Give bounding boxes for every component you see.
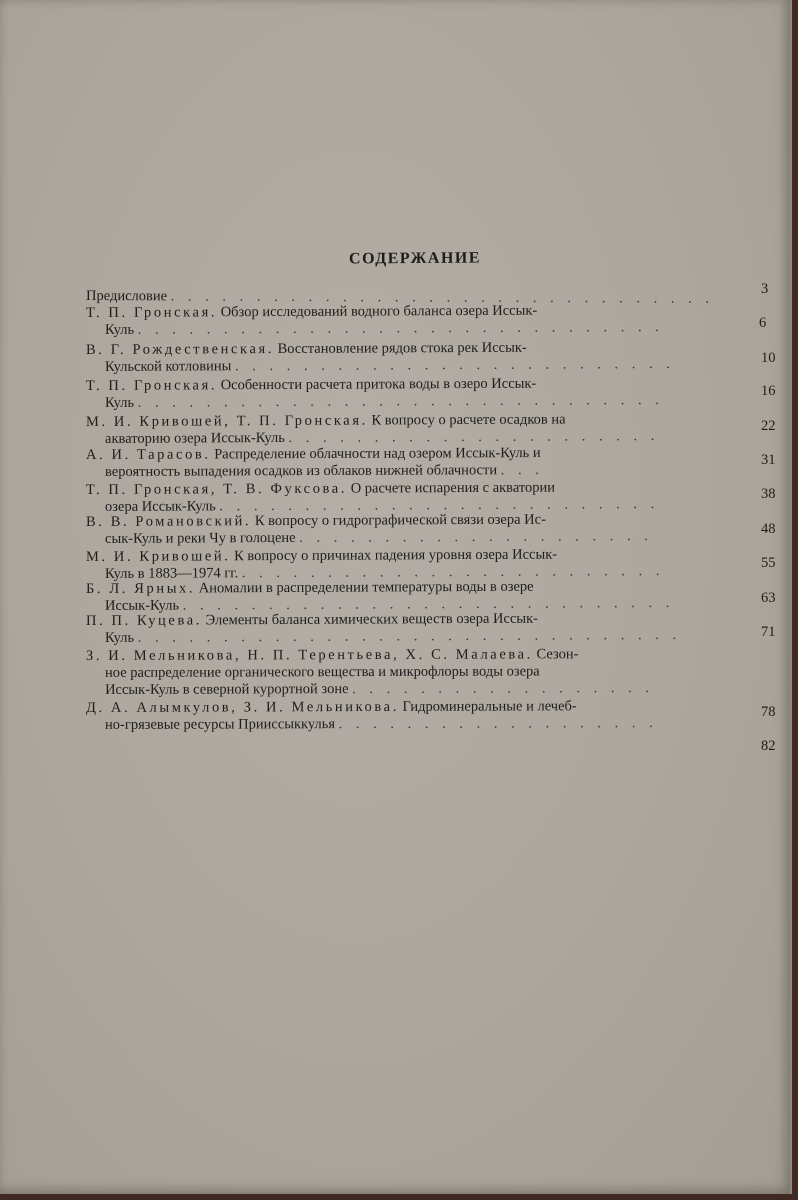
toc-entry-title: К вопросу о гидрографической связи озера Ис- [254, 511, 546, 530]
toc-entry-title: Куль [104, 321, 135, 339]
toc-entry-author: Т. П. Гронская. [85, 377, 218, 395]
toc-entry-author: З. И. Мельникова, Н. П. Терентьева, Х. С. Малаева. [85, 646, 533, 665]
toc-entry-line [86, 319, 696, 339]
toc-entry [86, 411, 696, 449]
toc-entry-page-number: 3 [761, 281, 769, 297]
toc-entry-page-number: 10 [761, 350, 776, 366]
toc-entry-leader-dots: . . . . . . . . . . . . . . . . . . . . . . [288, 428, 660, 447]
toc-entry-title: Кульской котловины [104, 358, 232, 376]
toc-entry-title: сык-Куль и реки Чу в голоцене [104, 530, 296, 548]
toc-entry-line [86, 356, 696, 376]
toc-entry-line [86, 392, 696, 412]
toc-entry-title: Обзор исследований водного баланса озера Иссык- [220, 302, 538, 321]
toc-entry-page-number: 63 [761, 590, 776, 606]
toc-entry-leader-dots: . . . . . . . . . . . . . . . . . . . . . . . . . . . . . . . [137, 319, 664, 338]
toc-entry-line [86, 698, 696, 717]
toc-entry [86, 302, 696, 340]
toc-entry-title: Распределение облачности над озером Иссык-Куль и [214, 445, 541, 463]
toc-entry-title: акваторию озера Иссык-Куль [104, 430, 285, 448]
toc-entry-title: Куль в 1883—1974 гг. [104, 565, 239, 583]
toc-entry-title: Восстановление рядов стока рек Иссык- [277, 339, 527, 357]
toc-entry-title: К вопросу о расчете осадков на [371, 411, 566, 429]
toc-entry-title: Куль [104, 629, 135, 647]
toc-entry-leader-dots: . . . [500, 462, 544, 479]
toc-entry-page-number: 31 [761, 452, 776, 468]
toc-entry-author: В. В. Романовский. [85, 513, 252, 530]
toc-entry-author: В. Г. Рождественская. [85, 341, 275, 359]
toc-heading: СОДЕРЖАНИЕ [348, 249, 482, 268]
toc-entry-leader-dots: . . . . . . . . . . . . . . . . . . . . . . . . . . . . . [182, 595, 675, 614]
toc-entry-title: Куль [104, 394, 135, 412]
toc-entry-title: Особенности расчета притока воды в озеро Иссык- [220, 375, 537, 394]
toc-entry-leader-dots: . . . . . . . . . . . . . . . . . . . . . . . . . . . . . . . . [137, 627, 682, 646]
toc-entry-title: Сезон- [536, 646, 579, 663]
toc-entry-title: Предисловие [85, 288, 168, 305]
toc-entry-line [86, 715, 696, 734]
toc-entry-leader-dots: . . . . . . . . . . . . . . . . . . . . . . . . . [241, 563, 665, 582]
toc-entry-page-number: 6 [759, 315, 767, 331]
toc-entry-title: вероятность выпадения осадков из облаков нижней облачности [104, 462, 498, 481]
toc-entry-author: Б. Л. Ярных. [85, 580, 196, 597]
toc-entry-title: Аномалии в распределении температуры воды в озере [198, 578, 534, 597]
toc-entry [86, 610, 696, 648]
toc-entry-leader-dots: . . . . . . . . . . . . . . . . . . . . . [299, 528, 653, 547]
toc-entry-author: Д. А. Алымкулов, З. И. Мельникова. [85, 698, 399, 716]
toc-entry-line [86, 627, 696, 647]
toc-entry-page-number: 22 [761, 418, 776, 434]
toc-entry-title: Иссык-Куль в северной курортной зоне [105, 681, 349, 699]
toc-entry-author: М. И. Кривошей, Т. П. Гронская. [85, 412, 368, 431]
toc-entry-author: М. И. Кривошей. [85, 548, 231, 565]
toc-entry-title: Гидроминеральные и лечеб- [402, 698, 577, 715]
toc-entry-page-number: 71 [761, 624, 776, 640]
toc-entry-title: озера Иссык-Куль [104, 498, 216, 516]
toc-entry-leader-dots: . . . . . . . . . . . . . . . . . . . . . . . . . . [219, 496, 660, 515]
toc-entry [86, 444, 696, 481]
toc-entry-page-number: 55 [761, 555, 776, 571]
toc-entry-page-number: 16 [761, 383, 776, 399]
toc-entry-page-number: 82 [761, 738, 776, 754]
toc-entry-page-number: 48 [761, 521, 776, 537]
toc-entry-title: О расчете испарения с акватории [350, 479, 556, 497]
toc-entry-author: Т. П. Гронская, Т. В. Фуксова. [85, 480, 348, 499]
toc-entry [86, 646, 696, 700]
toc-entry-leader-dots: . . . . . . . . . . . . . . . . . . [352, 680, 655, 698]
toc-entry-author: А. И. Тарасов. [85, 446, 211, 463]
toc-entry-page-number: 78 [761, 704, 776, 720]
toc-entry-leader-dots: . . . . . . . . . . . . . . . . . . . . . . . . . . . . . . . [137, 392, 664, 411]
toc-entry-leader-dots: . . . . . . . . . . . . . . . . . . . [338, 715, 658, 733]
toc-entry-title: ное распределение органического вещества и микрофлоры воды озера [104, 663, 540, 682]
toc-entry-leader-dots: . . . . . . . . . . . . . . . . . . . . . . . . . . [234, 356, 675, 375]
toc-entry [86, 511, 696, 549]
toc-entry-leader-dots: . . . . . . . . . . . . . . . . . . . . . . . . . . . . . . . . [170, 288, 715, 307]
toc-entry-page-number: 38 [761, 486, 776, 502]
toc-entry [86, 375, 696, 413]
toc-entry-author: Т. П. Гронская. [85, 304, 218, 322]
toc-entry [86, 339, 696, 377]
toc-entry-title: но-грязевые ресурсы Прииссыккулья [104, 716, 336, 734]
toc-entry [86, 698, 696, 735]
toc-entry-title: Элементы баланса химических веществ озера Иссык- [205, 610, 539, 629]
toc-entry-line [86, 663, 696, 682]
toc-entry-title: К вопросу о причинах падения уровня озера Иссык- [234, 546, 558, 565]
toc-entry-author: П. П. Куцева. [85, 612, 202, 629]
toc-entry-line [86, 680, 696, 699]
toc-entry-title: Иссык-Куль [104, 597, 180, 615]
toc-entry-line [86, 646, 696, 665]
